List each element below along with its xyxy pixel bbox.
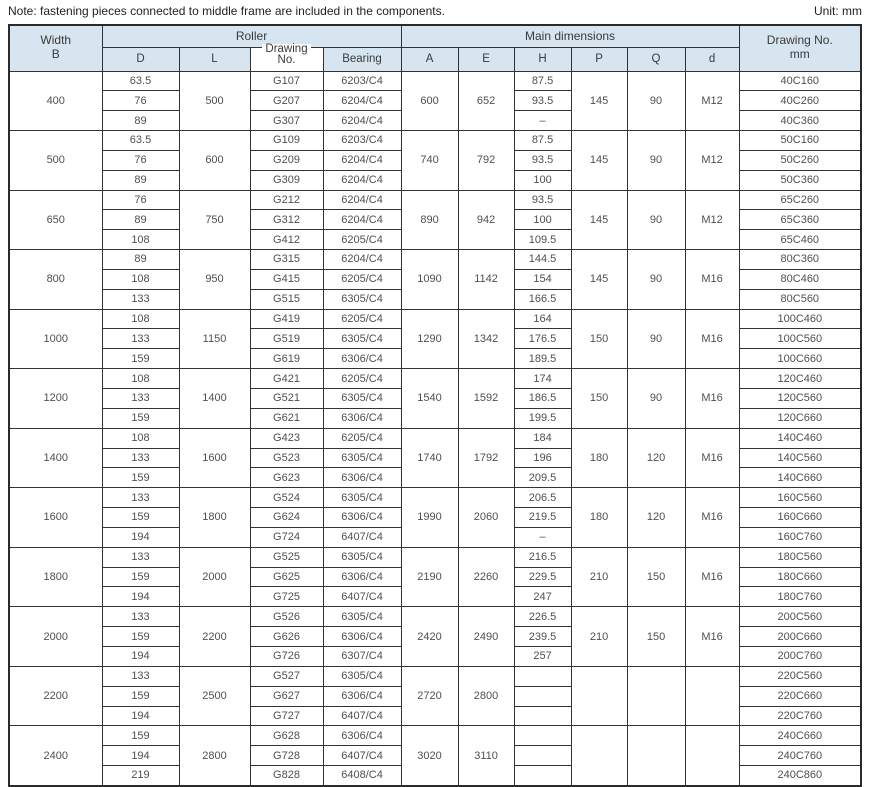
cell-d: 159 [102, 468, 179, 488]
cell-l: 1400 [179, 369, 250, 429]
cell-drawing-no-mm: 240C860 [739, 766, 861, 786]
cell-width-b: 400 [9, 71, 102, 131]
cell-d: 159 [102, 508, 179, 528]
cell-d-thread: M12 [685, 131, 739, 191]
header-drawing-no-mm [739, 25, 861, 71]
cell-drawing-no-mm: 50C360 [739, 170, 861, 190]
cell-h: 216.5 [514, 547, 571, 567]
cell-roller-drawing-no: G626 [250, 627, 323, 647]
cell-a: 740 [401, 131, 458, 191]
table-row [9, 131, 861, 151]
cell-bearing: 6204/C4 [323, 91, 401, 111]
cell-d: 159 [102, 627, 179, 647]
cell-e: 1342 [458, 309, 514, 369]
cell-width-b: 1200 [9, 369, 102, 429]
cell-h: 100 [514, 170, 571, 190]
cell-e: 2800 [458, 666, 514, 726]
cell-drawing-no-mm: 40C360 [739, 111, 861, 131]
cell-h: 144.5 [514, 250, 571, 270]
cell-h [514, 706, 571, 726]
cell-q: 90 [627, 250, 685, 310]
cell-d: 194 [102, 527, 179, 547]
cell-bearing: 6407/C4 [323, 706, 401, 726]
cell-h: 154 [514, 269, 571, 289]
cell-bearing: 6307/C4 [323, 646, 401, 666]
cell-width-b: 1400 [9, 428, 102, 488]
cell-bearing: 6306/C4 [323, 468, 401, 488]
cell-d: 108 [102, 230, 179, 250]
table-row [9, 190, 861, 210]
cell-q: 90 [627, 190, 685, 250]
header-col-drawing-no-label: Drawing No. [262, 44, 310, 67]
cell-h: 176.5 [514, 329, 571, 349]
header-drawing-no-mm-label: Drawing No. mm [766, 33, 833, 62]
cell-h: 93.5 [514, 150, 571, 170]
cell-bearing: 6305/C4 [323, 607, 401, 627]
cell-h: 109.5 [514, 230, 571, 250]
cell-d: 89 [102, 250, 179, 270]
cell-e: 1792 [458, 428, 514, 488]
cell-d: 108 [102, 269, 179, 289]
cell-bearing: 6204/C4 [323, 150, 401, 170]
cell-bearing: 6306/C4 [323, 408, 401, 428]
cell-d: 159 [102, 686, 179, 706]
cell-drawing-no-mm: 65C460 [739, 230, 861, 250]
cell-bearing: 6204/C4 [323, 250, 401, 270]
cell-roller-drawing-no: G519 [250, 329, 323, 349]
cell-drawing-no-mm: 160C560 [739, 488, 861, 508]
cell-bearing: 6305/C4 [323, 389, 401, 409]
cell-roller-drawing-no: G724 [250, 527, 323, 547]
cell-h: 189.5 [514, 349, 571, 369]
cell-e: 792 [458, 131, 514, 191]
header-col-drawing-no [250, 42, 323, 71]
cell-bearing: 6306/C4 [323, 349, 401, 369]
cell-roller-drawing-no: G728 [250, 746, 323, 766]
cell-l: 950 [179, 250, 250, 310]
cell-drawing-no-mm: 160C760 [739, 527, 861, 547]
cell-d: 194 [102, 706, 179, 726]
cell-bearing: 6205/C4 [323, 428, 401, 448]
cell-d-thread: M16 [685, 488, 739, 548]
cell-roller-drawing-no: G725 [250, 587, 323, 607]
cell-p: 150 [571, 309, 627, 369]
cell-d: 219 [102, 766, 179, 786]
cell-bearing: 6306/C4 [323, 726, 401, 746]
table-body [9, 71, 861, 786]
table-row [9, 607, 861, 627]
cell-d: 76 [102, 190, 179, 210]
cell-q: 120 [627, 488, 685, 548]
cell-q: 150 [627, 607, 685, 667]
header-width-b [9, 25, 102, 71]
cell-h: 209.5 [514, 468, 571, 488]
cell-d-thread [685, 726, 739, 786]
cell-d: 76 [102, 91, 179, 111]
cell-l: 2200 [179, 607, 250, 667]
cell-q: 90 [627, 309, 685, 369]
cell-h: 196 [514, 448, 571, 468]
cell-width-b: 1600 [9, 488, 102, 548]
cell-roller-drawing-no: G726 [250, 646, 323, 666]
cell-bearing: 6305/C4 [323, 329, 401, 349]
header-col-bearing: Bearing [323, 47, 401, 71]
cell-bearing: 6205/C4 [323, 230, 401, 250]
cell-bearing: 6203/C4 [323, 71, 401, 91]
cell-width-b: 500 [9, 131, 102, 191]
cell-d-thread: M16 [685, 250, 739, 310]
header-col-a: A [401, 47, 458, 71]
cell-drawing-no-mm: 50C260 [739, 150, 861, 170]
cell-roller-drawing-no: G315 [250, 250, 323, 270]
cell-q: 90 [627, 71, 685, 131]
cell-h: 219.5 [514, 508, 571, 528]
cell-q: 120 [627, 428, 685, 488]
cell-l: 2500 [179, 666, 250, 726]
cell-roller-drawing-no: G526 [250, 607, 323, 627]
cell-h: 186.5 [514, 389, 571, 409]
cell-d: 159 [102, 349, 179, 369]
cell-drawing-no-mm: 200C760 [739, 646, 861, 666]
cell-roller-drawing-no: G412 [250, 230, 323, 250]
cell-roller-drawing-no: G623 [250, 468, 323, 488]
cell-a: 3020 [401, 726, 458, 786]
cell-bearing: 6305/C4 [323, 289, 401, 309]
dimensions-table [8, 24, 862, 787]
cell-roller-drawing-no: G209 [250, 150, 323, 170]
cell-drawing-no-mm: 220C560 [739, 666, 861, 686]
cell-bearing: 6203/C4 [323, 131, 401, 151]
cell-roller-drawing-no: G307 [250, 111, 323, 131]
cell-bearing: 6407/C4 [323, 746, 401, 766]
cell-h: 93.5 [514, 190, 571, 210]
table-row [9, 309, 861, 329]
cell-drawing-no-mm: 40C260 [739, 91, 861, 111]
cell-p: 180 [571, 428, 627, 488]
cell-roller-drawing-no: G515 [250, 289, 323, 309]
cell-a: 890 [401, 190, 458, 250]
cell-roller-drawing-no: G521 [250, 389, 323, 409]
table-header [9, 25, 861, 71]
cell-e: 652 [458, 71, 514, 131]
cell-roller-drawing-no: G419 [250, 309, 323, 329]
cell-d: 133 [102, 547, 179, 567]
cell-roller-drawing-no: G828 [250, 766, 323, 786]
cell-h: 87.5 [514, 131, 571, 151]
cell-drawing-no-mm: 180C760 [739, 587, 861, 607]
cell-bearing: 6306/C4 [323, 627, 401, 647]
cell-roller-drawing-no: G621 [250, 408, 323, 428]
cell-drawing-no-mm: 80C360 [739, 250, 861, 270]
cell-drawing-no-mm: 100C560 [739, 329, 861, 349]
cell-h [514, 726, 571, 746]
cell-roller-drawing-no: G423 [250, 428, 323, 448]
cell-width-b: 2400 [9, 726, 102, 786]
cell-d: 108 [102, 428, 179, 448]
cell-roller-drawing-no: G527 [250, 666, 323, 686]
cell-bearing: 6204/C4 [323, 111, 401, 131]
header-col-l: L [179, 47, 250, 71]
cell-d-thread: M16 [685, 309, 739, 369]
cell-drawing-no-mm: 240C760 [739, 746, 861, 766]
cell-width-b: 1800 [9, 547, 102, 607]
cell-drawing-no-mm: 220C760 [739, 706, 861, 726]
header-col-q: Q [627, 47, 685, 71]
cell-drawing-no-mm: 240C660 [739, 726, 861, 746]
header-col-h: H [514, 47, 571, 71]
cell-h [514, 746, 571, 766]
table-row [9, 428, 861, 448]
cell-h [514, 686, 571, 706]
header-col-d: D [102, 47, 179, 71]
cell-d: 63.5 [102, 131, 179, 151]
cell-p [571, 666, 627, 726]
cell-d: 133 [102, 329, 179, 349]
header-col-d-small: d [685, 47, 739, 71]
cell-p: 145 [571, 71, 627, 131]
cell-h: 239.5 [514, 627, 571, 647]
cell-h [514, 666, 571, 686]
cell-a: 1740 [401, 428, 458, 488]
cell-d: 159 [102, 726, 179, 746]
cell-l: 2800 [179, 726, 250, 786]
cell-drawing-no-mm: 160C660 [739, 508, 861, 528]
cell-l: 1800 [179, 488, 250, 548]
cell-roller-drawing-no: G628 [250, 726, 323, 746]
cell-l: 500 [179, 71, 250, 131]
cell-bearing: 6205/C4 [323, 269, 401, 289]
cell-a: 2420 [401, 607, 458, 667]
cell-h: 87.5 [514, 71, 571, 91]
cell-roller-drawing-no: G309 [250, 170, 323, 190]
cell-d: 133 [102, 289, 179, 309]
cell-d-thread: M12 [685, 190, 739, 250]
cell-drawing-no-mm: 80C460 [739, 269, 861, 289]
cell-p: 145 [571, 250, 627, 310]
cell-width-b: 650 [9, 190, 102, 250]
cell-l: 1600 [179, 428, 250, 488]
cell-roller-drawing-no: G212 [250, 190, 323, 210]
cell-bearing: 6205/C4 [323, 309, 401, 329]
cell-p: 180 [571, 488, 627, 548]
table-row [9, 547, 861, 567]
cell-drawing-no-mm: 100C460 [739, 309, 861, 329]
cell-width-b: 2000 [9, 607, 102, 667]
cell-bearing: 6305/C4 [323, 448, 401, 468]
cell-bearing: 6305/C4 [323, 547, 401, 567]
cell-drawing-no-mm: 200C560 [739, 607, 861, 627]
cell-l: 2000 [179, 547, 250, 607]
cell-bearing: 6306/C4 [323, 567, 401, 587]
header-roller-group: Roller [102, 25, 401, 47]
cell-h: 164 [514, 309, 571, 329]
cell-bearing: 6407/C4 [323, 587, 401, 607]
cell-p: 150 [571, 369, 627, 429]
cell-drawing-no-mm: 120C560 [739, 389, 861, 409]
cell-roller-drawing-no: G624 [250, 508, 323, 528]
cell-d-thread [685, 666, 739, 726]
cell-d: 89 [102, 210, 179, 230]
cell-width-b: 2200 [9, 666, 102, 726]
cell-drawing-no-mm: 180C560 [739, 547, 861, 567]
cell-e: 1142 [458, 250, 514, 310]
cell-roller-drawing-no: G207 [250, 91, 323, 111]
cell-e: 942 [458, 190, 514, 250]
cell-bearing: 6305/C4 [323, 666, 401, 686]
cell-bearing: 6306/C4 [323, 686, 401, 706]
cell-d: 133 [102, 389, 179, 409]
cell-h: 247 [514, 587, 571, 607]
cell-h: 257 [514, 646, 571, 666]
cell-a: 2720 [401, 666, 458, 726]
cell-d: 133 [102, 488, 179, 508]
cell-h: 226.5 [514, 607, 571, 627]
cell-a: 2190 [401, 547, 458, 607]
table-row [9, 726, 861, 746]
cell-q: 90 [627, 369, 685, 429]
cell-p: 210 [571, 607, 627, 667]
cell-d: 133 [102, 448, 179, 468]
cell-d: 89 [102, 170, 179, 190]
cell-h: 206.5 [514, 488, 571, 508]
cell-roller-drawing-no: G727 [250, 706, 323, 726]
cell-p: 145 [571, 190, 627, 250]
cell-a: 1090 [401, 250, 458, 310]
cell-drawing-no-mm: 140C460 [739, 428, 861, 448]
cell-roller-drawing-no: G625 [250, 567, 323, 587]
cell-a: 1990 [401, 488, 458, 548]
cell-d-thread: M16 [685, 607, 739, 667]
table-row [9, 369, 861, 389]
cell-h: 166.5 [514, 289, 571, 309]
cell-drawing-no-mm: 80C560 [739, 289, 861, 309]
cell-bearing: 6205/C4 [323, 369, 401, 389]
cell-q [627, 726, 685, 786]
cell-d: 76 [102, 150, 179, 170]
cell-d-thread: M12 [685, 71, 739, 131]
cell-roller-drawing-no: G627 [250, 686, 323, 706]
cell-p: 210 [571, 547, 627, 607]
cell-roller-drawing-no: G107 [250, 71, 323, 91]
cell-e: 3110 [458, 726, 514, 786]
cell-bearing: 6305/C4 [323, 488, 401, 508]
cell-e: 2490 [458, 607, 514, 667]
cell-drawing-no-mm: 120C660 [739, 408, 861, 428]
cell-roller-drawing-no: G312 [250, 210, 323, 230]
cell-bearing: 6408/C4 [323, 766, 401, 786]
cell-h: 229.5 [514, 567, 571, 587]
cell-roller-drawing-no: G525 [250, 547, 323, 567]
cell-width-b: 800 [9, 250, 102, 310]
cell-roller-drawing-no: G415 [250, 269, 323, 289]
cell-d: 133 [102, 607, 179, 627]
cell-bearing: 6204/C4 [323, 170, 401, 190]
cell-d: 108 [102, 369, 179, 389]
cell-d-thread: M16 [685, 547, 739, 607]
header-width-b-label: Width B [40, 33, 72, 62]
table-row [9, 666, 861, 686]
cell-drawing-no-mm: 200C660 [739, 627, 861, 647]
cell-drawing-no-mm: 100C660 [739, 349, 861, 369]
table-row [9, 488, 861, 508]
cell-h [514, 766, 571, 786]
cell-drawing-no-mm: 120C460 [739, 369, 861, 389]
cell-l: 600 [179, 131, 250, 191]
cell-l: 750 [179, 190, 250, 250]
note-text: Note: fastening pieces connected to middle frame are included in the components. [8, 4, 445, 18]
cell-bearing: 6407/C4 [323, 527, 401, 547]
cell-l: 1150 [179, 309, 250, 369]
unit-label: Unit: mm [814, 4, 862, 18]
cell-bearing: 6204/C4 [323, 210, 401, 230]
cell-h: 93.5 [514, 91, 571, 111]
cell-drawing-no-mm: 140C560 [739, 448, 861, 468]
cell-q: 90 [627, 131, 685, 191]
cell-d-thread: M16 [685, 428, 739, 488]
cell-a: 600 [401, 71, 458, 131]
cell-roller-drawing-no: G523 [250, 448, 323, 468]
cell-d: 159 [102, 567, 179, 587]
cell-e: 2060 [458, 488, 514, 548]
cell-p [571, 726, 627, 786]
cell-q: 150 [627, 547, 685, 607]
cell-h: 199.5 [514, 408, 571, 428]
cell-h: 174 [514, 369, 571, 389]
cell-h: 184 [514, 428, 571, 448]
cell-h: – [514, 527, 571, 547]
header-col-p: P [571, 47, 627, 71]
cell-bearing: 6204/C4 [323, 190, 401, 210]
table-row [9, 71, 861, 91]
cell-d: 159 [102, 408, 179, 428]
cell-d: 133 [102, 666, 179, 686]
cell-width-b: 1000 [9, 309, 102, 369]
cell-drawing-no-mm: 50C160 [739, 131, 861, 151]
cell-q [627, 666, 685, 726]
cell-drawing-no-mm: 220C660 [739, 686, 861, 706]
cell-d: 63.5 [102, 71, 179, 91]
cell-bearing: 6306/C4 [323, 508, 401, 528]
cell-d: 194 [102, 746, 179, 766]
cell-drawing-no-mm: 180C660 [739, 567, 861, 587]
cell-e: 1592 [458, 369, 514, 429]
cell-roller-drawing-no: G524 [250, 488, 323, 508]
cell-h: – [514, 111, 571, 131]
cell-drawing-no-mm: 40C160 [739, 71, 861, 91]
cell-d: 89 [102, 111, 179, 131]
cell-roller-drawing-no: G109 [250, 131, 323, 151]
cell-e: 2260 [458, 547, 514, 607]
header-col-e: E [458, 47, 514, 71]
cell-a: 1540 [401, 369, 458, 429]
cell-drawing-no-mm: 140C660 [739, 468, 861, 488]
cell-roller-drawing-no: G619 [250, 349, 323, 369]
table-row [9, 250, 861, 270]
cell-d: 194 [102, 587, 179, 607]
cell-p: 145 [571, 131, 627, 191]
cell-d-thread: M16 [685, 369, 739, 429]
header-main-dimensions-group: Main dimensions [401, 25, 739, 47]
cell-h: 100 [514, 210, 571, 230]
top-bar [8, 4, 862, 18]
cell-roller-drawing-no: G421 [250, 369, 323, 389]
cell-d: 108 [102, 309, 179, 329]
cell-a: 1290 [401, 309, 458, 369]
cell-drawing-no-mm: 65C260 [739, 190, 861, 210]
cell-d: 194 [102, 646, 179, 666]
cell-drawing-no-mm: 65C360 [739, 210, 861, 230]
